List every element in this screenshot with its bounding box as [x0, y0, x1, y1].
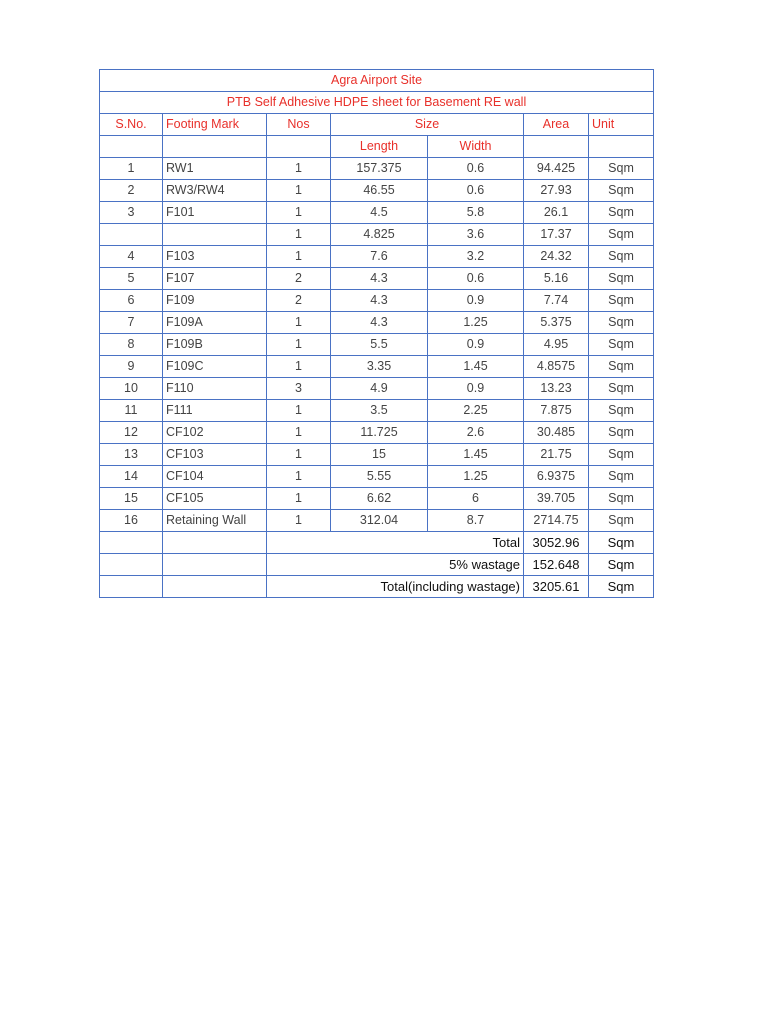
cell-footing-mark: F107 — [163, 268, 267, 290]
spreadsheet — [99, 69, 653, 598]
header-width: Width — [428, 136, 524, 158]
cell-width: 6 — [428, 488, 524, 510]
total-label: Total — [267, 532, 524, 554]
cell-width: 0.6 — [428, 268, 524, 290]
table-row — [100, 158, 654, 180]
cell-nos: 2 — [267, 290, 331, 312]
total-label: 5% wastage — [267, 554, 524, 576]
cell-area: 39.705 — [524, 488, 589, 510]
cell-unit: Sqm — [589, 488, 654, 510]
cell-length: 46.55 — [331, 180, 428, 202]
cell-unit: Sqm — [589, 224, 654, 246]
cell-length: 312.04 — [331, 510, 428, 532]
total-row — [100, 554, 654, 576]
cell-footing-mark: F109B — [163, 334, 267, 356]
cell-unit: Sqm — [589, 334, 654, 356]
total-row — [100, 532, 654, 554]
cell-sno: 9 — [100, 356, 163, 378]
total-unit: Sqm — [589, 576, 654, 598]
header-length: Length — [331, 136, 428, 158]
cell-nos: 1 — [267, 444, 331, 466]
cell-area: 7.875 — [524, 400, 589, 422]
cell-footing-mark: Retaining Wall — [163, 510, 267, 532]
cell-area: 6.9375 — [524, 466, 589, 488]
table-row — [100, 422, 654, 444]
cell-footing-mark: F109A — [163, 312, 267, 334]
header-row — [100, 114, 654, 136]
cell-footing-mark: RW3/RW4 — [163, 180, 267, 202]
total-label: Total(including wastage) — [267, 576, 524, 598]
empty-cell — [163, 554, 267, 576]
cell-sno: 3 — [100, 202, 163, 224]
cell-footing-mark: F103 — [163, 246, 267, 268]
cell-unit: Sqm — [589, 290, 654, 312]
cell-width: 0.6 — [428, 158, 524, 180]
empty-cell — [100, 554, 163, 576]
table-row — [100, 312, 654, 334]
cell-sno: 11 — [100, 400, 163, 422]
header-area: Area — [524, 114, 589, 136]
cell-unit: Sqm — [589, 246, 654, 268]
total-value: 152.648 — [524, 554, 589, 576]
cell-nos: 1 — [267, 356, 331, 378]
title-row — [100, 70, 654, 92]
cell-width: 1.45 — [428, 356, 524, 378]
cell-area: 13.23 — [524, 378, 589, 400]
cell-unit: Sqm — [589, 312, 654, 334]
table-row — [100, 356, 654, 378]
cell-footing-mark: CF103 — [163, 444, 267, 466]
table-row — [100, 444, 654, 466]
cell-footing-mark: CF105 — [163, 488, 267, 510]
cell-sno: 2 — [100, 180, 163, 202]
cell-length: 5.55 — [331, 466, 428, 488]
cell-area: 21.75 — [524, 444, 589, 466]
cell-width: 0.9 — [428, 334, 524, 356]
empty-cell — [267, 136, 331, 158]
empty-cell — [163, 136, 267, 158]
cell-sno: 5 — [100, 268, 163, 290]
cell-footing-mark: F109 — [163, 290, 267, 312]
cell-footing-mark: CF104 — [163, 466, 267, 488]
cell-length: 4.825 — [331, 224, 428, 246]
cell-width: 0.9 — [428, 378, 524, 400]
subtitle-row — [100, 92, 654, 114]
cell-area: 17.37 — [524, 224, 589, 246]
cell-width: 1.25 — [428, 466, 524, 488]
table-row — [100, 202, 654, 224]
cell-length: 3.35 — [331, 356, 428, 378]
cell-length: 4.3 — [331, 290, 428, 312]
cell-width: 3.2 — [428, 246, 524, 268]
total-value: 3052.96 — [524, 532, 589, 554]
cell-sno: 10 — [100, 378, 163, 400]
cell-unit: Sqm — [589, 400, 654, 422]
table-row — [100, 224, 654, 246]
cell-area: 24.32 — [524, 246, 589, 268]
cell-width: 2.25 — [428, 400, 524, 422]
cell-length: 3.5 — [331, 400, 428, 422]
cell-nos: 1 — [267, 422, 331, 444]
table-row — [100, 400, 654, 422]
cell-width: 5.8 — [428, 202, 524, 224]
cell-unit: Sqm — [589, 466, 654, 488]
cell-sno: 13 — [100, 444, 163, 466]
cell-length: 4.3 — [331, 312, 428, 334]
cell-width: 3.6 — [428, 224, 524, 246]
cell-nos: 1 — [267, 158, 331, 180]
cell-nos: 1 — [267, 224, 331, 246]
header-sno: S.No. — [100, 114, 163, 136]
cell-area: 94.425 — [524, 158, 589, 180]
table-row — [100, 466, 654, 488]
empty-cell — [100, 532, 163, 554]
cell-nos: 1 — [267, 334, 331, 356]
cell-footing-mark: F110 — [163, 378, 267, 400]
area-table — [99, 69, 654, 598]
cell-footing-mark: F101 — [163, 202, 267, 224]
total-unit: Sqm — [589, 554, 654, 576]
total-value: 3205.61 — [524, 576, 589, 598]
cell-length: 157.375 — [331, 158, 428, 180]
cell-area: 7.74 — [524, 290, 589, 312]
cell-length: 4.9 — [331, 378, 428, 400]
cell-width: 1.45 — [428, 444, 524, 466]
cell-nos: 2 — [267, 268, 331, 290]
header-unit: Unit — [589, 114, 654, 136]
cell-length: 4.3 — [331, 268, 428, 290]
cell-nos: 1 — [267, 510, 331, 532]
empty-cell — [589, 136, 654, 158]
cell-sno: 12 — [100, 422, 163, 444]
table-row — [100, 510, 654, 532]
cell-area: 4.95 — [524, 334, 589, 356]
cell-width: 2.6 — [428, 422, 524, 444]
table-row — [100, 488, 654, 510]
cell-unit: Sqm — [589, 510, 654, 532]
cell-footing-mark: RW1 — [163, 158, 267, 180]
cell-area: 5.16 — [524, 268, 589, 290]
header-size: Size — [331, 114, 524, 136]
cell-nos: 1 — [267, 466, 331, 488]
empty-cell — [163, 532, 267, 554]
table-row — [100, 246, 654, 268]
empty-cell — [524, 136, 589, 158]
cell-footing-mark: CF102 — [163, 422, 267, 444]
cell-unit: Sqm — [589, 180, 654, 202]
cell-width: 0.6 — [428, 180, 524, 202]
cell-footing-mark: F111 — [163, 400, 267, 422]
empty-cell — [100, 136, 163, 158]
empty-cell — [163, 576, 267, 598]
cell-nos: 1 — [267, 488, 331, 510]
cell-sno — [100, 224, 163, 246]
sheet-subtitle: PTB Self Adhesive HDPE sheet for Basement RE wall — [100, 92, 654, 114]
cell-area: 2714.75 — [524, 510, 589, 532]
cell-area: 30.485 — [524, 422, 589, 444]
table-row — [100, 290, 654, 312]
cell-area: 4.8575 — [524, 356, 589, 378]
cell-length: 15 — [331, 444, 428, 466]
subheader-row — [100, 136, 654, 158]
cell-width: 8.7 — [428, 510, 524, 532]
cell-length: 6.62 — [331, 488, 428, 510]
cell-sno: 6 — [100, 290, 163, 312]
cell-unit: Sqm — [589, 356, 654, 378]
cell-length: 7.6 — [331, 246, 428, 268]
cell-sno: 4 — [100, 246, 163, 268]
cell-nos: 1 — [267, 180, 331, 202]
cell-unit: Sqm — [589, 202, 654, 224]
cell-width: 0.9 — [428, 290, 524, 312]
cell-unit: Sqm — [589, 422, 654, 444]
cell-sno: 15 — [100, 488, 163, 510]
cell-nos: 3 — [267, 378, 331, 400]
cell-length: 11.725 — [331, 422, 428, 444]
cell-area: 5.375 — [524, 312, 589, 334]
cell-sno: 7 — [100, 312, 163, 334]
cell-nos: 1 — [267, 400, 331, 422]
total-unit: Sqm — [589, 532, 654, 554]
cell-nos: 1 — [267, 312, 331, 334]
cell-length: 5.5 — [331, 334, 428, 356]
table-row — [100, 334, 654, 356]
cell-unit: Sqm — [589, 444, 654, 466]
table-row — [100, 180, 654, 202]
header-nos: Nos — [267, 114, 331, 136]
header-footing-mark: Footing Mark — [163, 114, 267, 136]
cell-width: 1.25 — [428, 312, 524, 334]
cell-sno: 1 — [100, 158, 163, 180]
cell-unit: Sqm — [589, 158, 654, 180]
empty-cell — [100, 576, 163, 598]
cell-footing-mark — [163, 224, 267, 246]
cell-nos: 1 — [267, 202, 331, 224]
cell-area: 26.1 — [524, 202, 589, 224]
cell-sno: 16 — [100, 510, 163, 532]
cell-sno: 8 — [100, 334, 163, 356]
cell-unit: Sqm — [589, 378, 654, 400]
cell-unit: Sqm — [589, 268, 654, 290]
cell-nos: 1 — [267, 246, 331, 268]
cell-footing-mark: F109C — [163, 356, 267, 378]
cell-sno: 14 — [100, 466, 163, 488]
cell-area: 27.93 — [524, 180, 589, 202]
total-row — [100, 576, 654, 598]
cell-length: 4.5 — [331, 202, 428, 224]
table-row — [100, 378, 654, 400]
sheet-title: Agra Airport Site — [100, 70, 654, 92]
table-row — [100, 268, 654, 290]
